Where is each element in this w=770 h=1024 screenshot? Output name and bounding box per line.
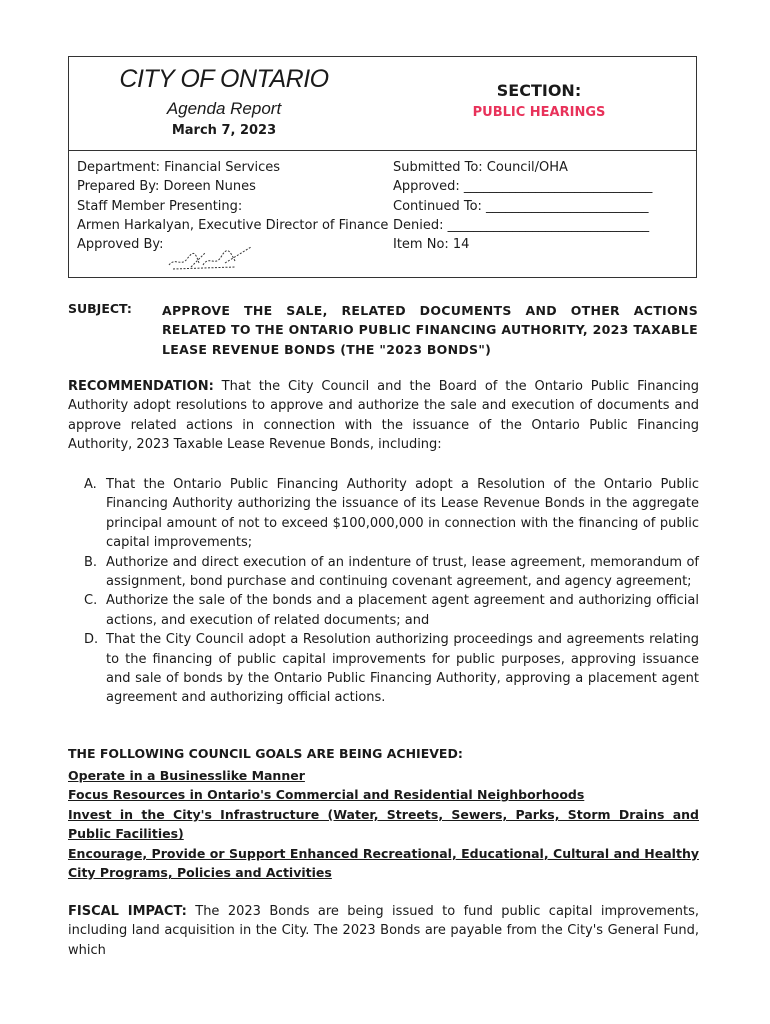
list-item [68,630,699,708]
goal-item: Invest in the City's Infrastructure (Water, Streets, Sewers, Parks, Storm Drains and Public Facilities) [68,806,699,842]
section-label: SECTION: [496,81,582,100]
fiscal-label: FISCAL IMPACT: [68,904,187,919]
fiscal-text: The 2023 Bonds are being issued to fund public capital improvements, including land acquisition in the City. The 2023 Bonds are payable from the City's General Fund, which [68,904,700,958]
report-date: March 7, 2023 [171,123,277,138]
list-item-text: Authorize and direct execution of an indenture of trust, lease agreement, memorandum of assignment, bond purchase and continuing covenant agreement, and agency agreement; [106,554,699,590]
staff-presenting: Staff Member Presenting: [77,198,243,214]
list-item [68,475,699,553]
presenter: Armen Harkalyan, Executive Director of Finance [77,217,389,233]
goal-item: Encourage, Provide or Support Enhanced Recreational, Educational, Cultural and Healthy City Programs, Policies and Activities [68,845,699,881]
recommendation-label: RECOMMENDATION: [68,379,214,394]
subject-text: APPROVE THE SALE, RELATED DOCUMENTS AND OTHER ACTIONS RELATED TO THE ONTARIO PUBLIC FINANCING AUTHORITY, 2023 TAXABLE LEASE REVENUE BONDS (THE "2023 BONDS") [162,303,698,357]
subject-label: SUBJECT: [68,301,132,316]
goals-title: THE FOLLOWING COUNCIL GOALS ARE BEING ACHIEVED: [68,746,463,761]
city-title: CITY OF ONTARIO [119,65,329,93]
denied-line: Denied: _______________________________ [393,217,650,233]
list-item [68,591,699,630]
info-right [393,158,652,254]
header-divider [69,150,696,151]
section-value: PUBLIC HEARINGS [472,105,606,120]
goals-list [68,766,699,882]
report-type: Agenda Report [166,99,282,118]
goal-item: Operate in a Businesslike Manner [68,768,305,783]
item-number: Item No: 14 [393,237,470,253]
list-marker: C. [84,593,98,609]
goal-item: Focus Resources in Ontario's Commercial and Residential Neighborhoods [68,787,585,803]
recommendation-text: That the City Council and the Board of the Ontario Public Financing Authority adopt resolutions to approve and authorize the sale and execution of documents and approve related actions in connection with the issuance of the Ontario Public Financing Authority, 2023 Taxable Lease Revenue Bonds, including: [68,379,699,453]
submitted-to: Submitted To: Council/OHA [393,160,568,175]
approved-line: Approved: _____________________________ [393,179,653,195]
list-marker: B. [84,554,98,570]
fiscal-impact [68,902,699,960]
list-marker: A. [84,477,97,492]
list-item-text: That the City Council adopt a Resolution authorizing proceedings and agreements relating to the financing of public capital improvements for public purposes, approving issuance and sale of bonds by the Ontario Public Financing Authority, approving a placement agent agreement and authorizing official actions. [106,632,699,706]
info-left [77,158,388,254]
department: Department: Financial Services [77,160,281,175]
approved-by: Approved By: [77,237,164,253]
list-item [68,553,699,592]
list-item-text: Authorize the sale of the bonds and a placement agent agreement and authorizing official actions, and execution of related documents; and [106,593,699,628]
list-marker: D. [84,632,99,648]
report-header [68,56,697,278]
recommendation-list [68,475,699,708]
recommendation [68,377,699,455]
continued-line: Continued To: _________________________ [393,198,649,214]
list-item-text: That the Ontario Public Financing Authority adopt a Resolution of the Ontario Public Financing Authority authorizing the issuance of its Lease Revenue Bonds in the aggregate principal amount of not to exceed $100,000,000 in connection with the financing of public capital improvements; [106,477,699,551]
prepared-by: Prepared By: Doreen Nunes [77,179,256,195]
signature-image [165,243,255,271]
